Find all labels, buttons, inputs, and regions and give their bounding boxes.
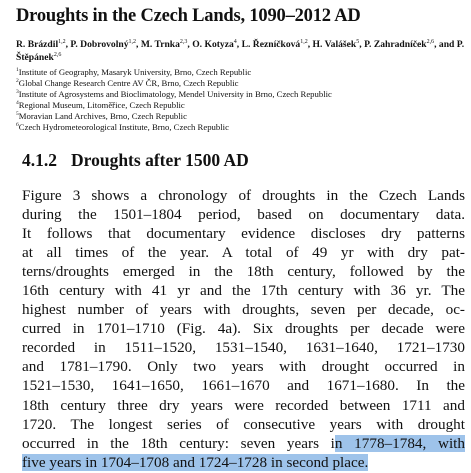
author-affiliation-mark: 1,2: [128, 38, 137, 45]
section-number: 4.1.2: [22, 150, 57, 170]
author-affiliation-mark: 2,6: [426, 38, 435, 45]
body-line: at all times of the year. A total of 49 yr with dry pat-: [22, 244, 465, 262]
author-name: P. Dobrovolný: [70, 39, 129, 50]
author-affiliation-mark: 1,2: [58, 38, 66, 45]
body-line: [22, 434, 465, 453]
body-line: 16th century with 41 yr and the 17th century with 36 yr. The: [22, 282, 465, 300]
affiliation-item: [16, 89, 466, 100]
affiliation-item: [16, 78, 466, 89]
affiliation-text: Czech Hydrometeorological Institute, Brno, Czech Republic: [18, 121, 229, 132]
affiliation-mark: 5: [16, 110, 19, 117]
affiliation-item: [16, 67, 466, 78]
affiliation-mark: 3: [16, 88, 19, 95]
body-line: curred in 1701–1710 (Fig. 4a). Six droughts per decade were: [22, 320, 465, 338]
affiliation-mark: 2: [16, 78, 19, 85]
author-affiliation-mark: 5: [356, 38, 360, 45]
author-affiliation-mark: 4: [233, 38, 237, 45]
body-paragraph: [22, 186, 465, 472]
paper-title: Droughts in the Czech Lands, 1090–2012 AD: [16, 6, 361, 26]
affiliation-text: Regional Museum, Litoměřice, Czech Republic: [18, 99, 185, 110]
body-line: highest number of years with droughts, seven per decade, oc-: [22, 301, 465, 319]
author-name: O. Kotyza: [192, 39, 234, 50]
body-line: recorded in 1511–1520, 1531–1540, 1631–1640, 1721–1730: [22, 339, 465, 357]
text-selection-highlight[interactable]: five years in 1704–1708 and 1724–1728 in second place.: [22, 453, 369, 471]
affiliation-mark: 6: [16, 121, 19, 128]
affiliation-list: [16, 67, 466, 132]
body-line: during the 1501–1804 period, based on documentary data.: [22, 206, 465, 224]
author-name: H. Valášek: [312, 39, 357, 50]
body-line: 18th century three dry years were recorded between 1711 and: [22, 396, 465, 414]
affiliation-item: [16, 100, 466, 111]
author-list: R. Brázdil$^{1,2}$, P. Dobrovolný$^{1,2}$, M. Trnka$^{2,3}$, O. Kotyza$^4$, L. Řezníčková$^{1,2}$, H. Valášek$^5$, P. Zahradníček$^{2,6}$, and P. Štěpánek$^{2,6}$: [16, 38, 465, 63]
body-text-segment: occurred in the 18th century: seven years i: [22, 434, 335, 452]
author-name: M. Trnka: [140, 39, 180, 50]
body-line: It follows that documentary evidence discloses dry patterns: [22, 225, 465, 243]
body-line: Figure 3 shows a chronology of droughts in the Czech Lands: [22, 187, 465, 204]
body-line: terns/droughts emerged in the 18th century, followed by the: [22, 263, 465, 281]
author-name: P. Zahradníček: [364, 39, 427, 50]
body-line: [22, 453, 465, 472]
affiliation-text: Institute of Geography, Masaryk University, Brno, Czech Republic: [18, 67, 252, 77]
section-title: Droughts after 1500 AD: [71, 150, 249, 170]
affiliation-text: Institute of Agrosystems and Bioclimatology, Mendel University in Brno, Czech Republic: [18, 88, 332, 99]
author-affiliation-mark: 2,6: [53, 51, 62, 58]
author-name: P. Štěpánek: [16, 39, 465, 63]
text-selection-highlight[interactable]: n 1778–1784, with: [334, 434, 465, 452]
body-line: 1720. The longest series of consecutive years with drought: [22, 415, 465, 433]
author-affiliation-mark: 2,3: [179, 38, 188, 45]
affiliation-mark: 1: [16, 67, 19, 74]
body-line: and 1781–1790. Only two years with drought occurred in: [22, 358, 465, 376]
affiliation-mark: 4: [16, 99, 19, 106]
author-affiliation-mark: 1,2: [300, 38, 308, 45]
author-name: R. Brázdil: [16, 39, 59, 50]
author-name: L. Řezníčková: [241, 39, 301, 50]
affiliation-text: Moravian Land Archives, Brno, Czech Republic: [18, 110, 187, 121]
section-heading: [22, 150, 249, 171]
affiliation-text: Global Change Research Centre AV ČR, Brno, Czech Republic: [18, 77, 239, 88]
affiliation-item: [16, 122, 466, 133]
affiliation-item: [16, 111, 466, 122]
body-line: 1521–1530, 1641–1650, 1661–1670 and 1671–1680. In the: [22, 377, 465, 395]
